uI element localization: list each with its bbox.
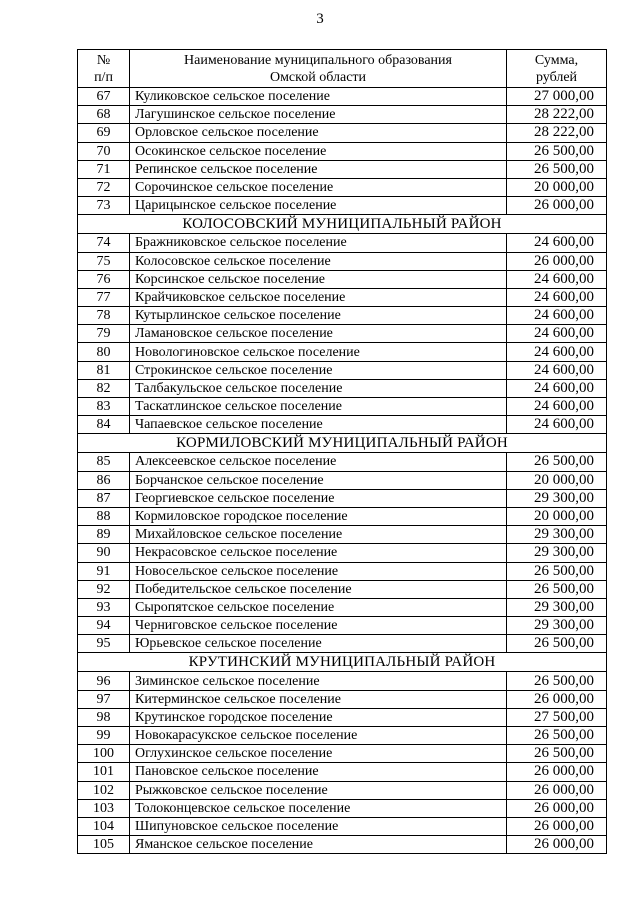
row-number: 101 (78, 763, 130, 781)
row-number: 90 (78, 544, 130, 562)
header-number (78, 50, 130, 88)
amount: 29 300,00 (507, 526, 607, 544)
row-number: 92 (78, 580, 130, 598)
amount: 28 222,00 (507, 106, 607, 124)
page-number: 3 (316, 11, 324, 27)
settlement-name: Георгиевское сельское поселение (130, 489, 507, 507)
district-title: КОРМИЛОВСКИЙ МУНИЦИПАЛЬНЫЙ РАЙОН (78, 434, 607, 453)
row-number: 85 (78, 453, 130, 471)
table-row (78, 836, 607, 854)
settlement-name: Кормиловское городское поселение (130, 507, 507, 525)
settlement-name: Черниговское сельское поселение (130, 617, 507, 635)
row-number: 94 (78, 617, 130, 635)
row-number: 88 (78, 507, 130, 525)
header-number-line2: п/п (94, 69, 113, 85)
amount: 24 600,00 (507, 270, 607, 288)
amount: 29 300,00 (507, 617, 607, 635)
row-number: 96 (78, 672, 130, 690)
settlement-name: Шипуновское сельское поселение (130, 817, 507, 835)
amount: 26 500,00 (507, 562, 607, 580)
settlement-name: Оглухинское сельское поселение (130, 745, 507, 763)
settlement-name: Некрасовское сельское поселение (130, 544, 507, 562)
row-number: 89 (78, 526, 130, 544)
settlement-name: Куликовское сельское поселение (130, 88, 507, 106)
settlement-name: Юрьевское сельское поселение (130, 635, 507, 653)
row-number: 105 (78, 836, 130, 854)
row-number: 103 (78, 799, 130, 817)
settlement-name: Алексеевское сельское поселение (130, 453, 507, 471)
row-number: 78 (78, 307, 130, 325)
table-row (78, 142, 607, 160)
settlement-name: Новологиновское сельское поселение (130, 343, 507, 361)
table-row (78, 325, 607, 343)
settlement-name: Сыропятское сельское поселение (130, 598, 507, 616)
settlement-name: Победительское сельское поселение (130, 580, 507, 598)
settlement-name: Яманское сельское поселение (130, 836, 507, 854)
table-row (78, 453, 607, 471)
row-number: 82 (78, 379, 130, 397)
amount: 26 000,00 (507, 799, 607, 817)
row-number: 87 (78, 489, 130, 507)
table-row (78, 580, 607, 598)
settlement-name: Талбакульское сельское поселение (130, 379, 507, 397)
table-row (78, 416, 607, 434)
row-number: 97 (78, 690, 130, 708)
row-number: 72 (78, 178, 130, 196)
amount: 24 600,00 (507, 307, 607, 325)
table-row (78, 562, 607, 580)
amount: 27 500,00 (507, 708, 607, 726)
table-row (78, 617, 607, 635)
header-number-line1: № (96, 52, 111, 68)
settlement-name: Толоконцевское сельское поселение (130, 799, 507, 817)
district-header-row (78, 215, 607, 234)
settlement-name: Сорочинское сельское поселение (130, 178, 507, 196)
amount: 24 600,00 (507, 325, 607, 343)
header-name-line2: Омской области (269, 69, 367, 85)
amount: 26 500,00 (507, 142, 607, 160)
amount: 24 600,00 (507, 361, 607, 379)
amount: 20 000,00 (507, 507, 607, 525)
table-row (78, 106, 607, 124)
row-number: 84 (78, 416, 130, 434)
row-number: 93 (78, 598, 130, 616)
settlement-name: Строкинское сельское поселение (130, 361, 507, 379)
header-sum-line2: рублей (535, 69, 578, 85)
amount: 26 500,00 (507, 160, 607, 178)
row-number: 83 (78, 398, 130, 416)
row-number: 80 (78, 343, 130, 361)
settlement-name: Новокарасукское сельское поселение (130, 727, 507, 745)
row-number: 91 (78, 562, 130, 580)
row-number: 70 (78, 142, 130, 160)
settlement-name: Таскатлинское сельское поселение (130, 398, 507, 416)
table-row (78, 727, 607, 745)
amount: 29 300,00 (507, 544, 607, 562)
amount: 26 500,00 (507, 453, 607, 471)
amount: 29 300,00 (507, 489, 607, 507)
settlement-name: Чапаевское сельское поселение (130, 416, 507, 434)
table-row (78, 307, 607, 325)
amount: 26 500,00 (507, 672, 607, 690)
row-number: 69 (78, 124, 130, 142)
table-header (78, 50, 607, 88)
table-row (78, 526, 607, 544)
amount: 20 000,00 (507, 178, 607, 196)
table-row (78, 343, 607, 361)
table-row (78, 745, 607, 763)
header-name-line1: Наименование муниципального образования (184, 52, 452, 68)
row-number: 81 (78, 361, 130, 379)
table-row (78, 178, 607, 196)
table-row (78, 471, 607, 489)
row-number: 68 (78, 106, 130, 124)
settlement-name: Бражниковское сельское поселение (130, 234, 507, 252)
settlement-name: Орловское сельское поселение (130, 124, 507, 142)
row-number: 73 (78, 197, 130, 215)
settlement-name: Зиминское сельское поселение (130, 672, 507, 690)
amount: 26 500,00 (507, 745, 607, 763)
table-row (78, 763, 607, 781)
table-row (78, 507, 607, 525)
table-row (78, 252, 607, 270)
settlements-table (77, 49, 607, 854)
row-number: 99 (78, 727, 130, 745)
amount: 28 222,00 (507, 124, 607, 142)
amount: 26 500,00 (507, 727, 607, 745)
amount: 26 000,00 (507, 763, 607, 781)
row-number: 79 (78, 325, 130, 343)
table-row (78, 270, 607, 288)
settlement-name: Китерминское сельское поселение (130, 690, 507, 708)
district-header-row (78, 434, 607, 453)
row-number: 86 (78, 471, 130, 489)
table-row (78, 598, 607, 616)
amount: 24 600,00 (507, 398, 607, 416)
table-row (78, 124, 607, 142)
settlement-name: Кутырлинское сельское поселение (130, 307, 507, 325)
amount: 24 600,00 (507, 416, 607, 434)
district-title: КОЛОСОВСКИЙ МУНИЦИПАЛЬНЫЙ РАЙОН (78, 215, 607, 234)
row-number: 95 (78, 635, 130, 653)
amount: 26 000,00 (507, 781, 607, 799)
row-number: 76 (78, 270, 130, 288)
row-number: 77 (78, 288, 130, 306)
table-row (78, 361, 607, 379)
table-row (78, 672, 607, 690)
table-row (78, 88, 607, 106)
settlement-name: Михайловское сельское поселение (130, 526, 507, 544)
settlement-name: Новосельское сельское поселение (130, 562, 507, 580)
table-row (78, 544, 607, 562)
amount: 24 600,00 (507, 379, 607, 397)
table-row (78, 288, 607, 306)
amount: 24 600,00 (507, 343, 607, 361)
settlement-name: Пановское сельское поселение (130, 763, 507, 781)
settlement-name: Репинское сельское поселение (130, 160, 507, 178)
row-number: 74 (78, 234, 130, 252)
settlement-name: Колосовское сельское поселение (130, 252, 507, 270)
amount: 24 600,00 (507, 288, 607, 306)
row-number: 100 (78, 745, 130, 763)
settlement-name: Корсинское сельское поселение (130, 270, 507, 288)
amount: 26 000,00 (507, 836, 607, 854)
table-row (78, 817, 607, 835)
row-number: 104 (78, 817, 130, 835)
row-number: 67 (78, 88, 130, 106)
table-row (78, 708, 607, 726)
district-header-row (78, 653, 607, 672)
table-row (78, 690, 607, 708)
amount: 26 000,00 (507, 817, 607, 835)
settlement-name: Рыжковское сельское поселение (130, 781, 507, 799)
amount: 26 000,00 (507, 197, 607, 215)
settlement-name: Осокинское сельское поселение (130, 142, 507, 160)
settlement-name: Лагушинское сельское поселение (130, 106, 507, 124)
row-number: 71 (78, 160, 130, 178)
table-row (78, 197, 607, 215)
table-row (78, 799, 607, 817)
table-row (78, 635, 607, 653)
amount: 20 000,00 (507, 471, 607, 489)
row-number: 75 (78, 252, 130, 270)
settlement-name: Крутинское городское поселение (130, 708, 507, 726)
table-row (78, 160, 607, 178)
table-row (78, 234, 607, 252)
amount: 26 500,00 (507, 580, 607, 598)
settlement-name: Крайчиковское сельское поселение (130, 288, 507, 306)
settlement-name: Борчанское сельское поселение (130, 471, 507, 489)
row-number: 98 (78, 708, 130, 726)
table-row (78, 781, 607, 799)
table-row (78, 398, 607, 416)
amount: 29 300,00 (507, 598, 607, 616)
settlement-name: Царицынское сельское поселение (130, 197, 507, 215)
settlement-name: Ламановское сельское поселение (130, 325, 507, 343)
amount: 27 000,00 (507, 88, 607, 106)
header-name (130, 50, 507, 88)
table-body (78, 88, 607, 854)
row-number: 102 (78, 781, 130, 799)
amount: 26 500,00 (507, 635, 607, 653)
header-sum-line1: Сумма, (534, 52, 579, 68)
amount: 24 600,00 (507, 234, 607, 252)
amount: 26 000,00 (507, 252, 607, 270)
district-title: КРУТИНСКИЙ МУНИЦИПАЛЬНЫЙ РАЙОН (78, 653, 607, 672)
table-row (78, 379, 607, 397)
header-sum (507, 50, 607, 88)
amount: 26 000,00 (507, 690, 607, 708)
table-row (78, 489, 607, 507)
